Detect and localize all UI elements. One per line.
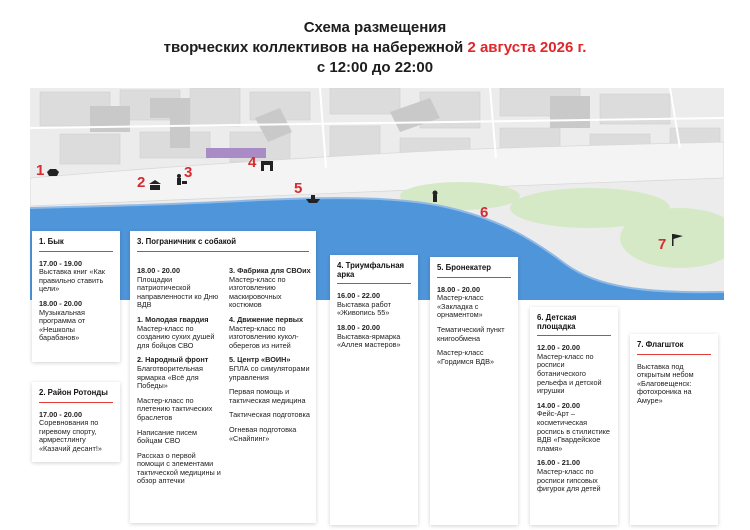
card-title: 5. Бронекатер bbox=[437, 264, 511, 278]
card-bull bbox=[32, 231, 120, 362]
schedule-entry: Тематический пункт книгообмена bbox=[437, 324, 505, 343]
flag-icon bbox=[670, 234, 684, 246]
schedule-entry: 16.00 - 22.00 Выставка работ «Живопись 55» bbox=[337, 291, 391, 318]
playground-icon bbox=[428, 190, 442, 202]
schedule-entry: Первая помощь и тактическая медицина bbox=[229, 387, 306, 405]
marker-4[interactable]: 4 bbox=[248, 154, 257, 171]
schedule-entry: Огневая подготовка «Снайпинг» bbox=[229, 424, 297, 443]
card-rotunda bbox=[32, 382, 120, 462]
bull-icon bbox=[46, 166, 60, 178]
marker-7[interactable]: 7 bbox=[658, 236, 667, 253]
schedule-entry: 12.00 - 20.00 Мастер-класс по росписи ботанического рельефа и детской игрушки bbox=[537, 343, 602, 396]
card-title: 1. Бык bbox=[39, 238, 113, 252]
schedule-entry: 17.00 - 20.00 Соревнования по гиревому спорту, армрестлингу «Казачий десант!» bbox=[39, 409, 102, 453]
card-border-guard bbox=[130, 231, 316, 523]
schedule-entry: Выставка под открытым небом «Благовещенск: фотохроника на Амуре» bbox=[637, 361, 694, 405]
schedule-entry: 18.00 - 20.00 Мастер-класс «Закладка с орнаментом» bbox=[437, 284, 484, 320]
schedule-entry: 16.00 - 21.00 Мастер-класс по росписи гипсовых фигурок для детей bbox=[537, 458, 601, 494]
card-title: 7. Флагшток bbox=[637, 341, 711, 355]
schedule-entry: Тактическая подготовка bbox=[229, 410, 310, 420]
schedule-entry: 5. Центр «ВОИН» БПЛА со симуляторами управления bbox=[229, 355, 310, 382]
border-guard-icon bbox=[174, 174, 188, 186]
card-playground bbox=[530, 307, 618, 525]
arch-icon bbox=[260, 160, 274, 172]
page-subtitle: творческих коллективов на набережной 2 августа 2026 г. bbox=[163, 39, 587, 56]
schedule-entry: 14.00 - 20.00 Фейс-Арт – косметическая роспись в стилистике ВДВ «Гвардейское пламя» bbox=[537, 400, 610, 453]
schedule-entry: 4. Движение первых Мастер-класс по изготовлению кукол-оберегов из нитей bbox=[229, 314, 304, 350]
schedule-entry: 17.00 - 19.00 Выставка книг «Как правильно ставить цели» bbox=[39, 258, 105, 294]
schedule-entry: Мастер-класс «Гордимся ВДВ» bbox=[437, 348, 495, 366]
schedule-entry: Рассказ о первой помощи с элементами тактической медицины и обзор аптечки bbox=[137, 450, 221, 486]
card-title: 3. Пограничник с собакой bbox=[137, 238, 309, 252]
schedule-entry: 18.00 - 20.00 Выставка-ярмарка «Аллея мастеров» bbox=[337, 322, 401, 350]
card-column-right bbox=[229, 267, 311, 449]
event-date: 2 августа 2026 г. bbox=[467, 39, 587, 56]
card-title: 6. Детская площадка bbox=[537, 314, 611, 336]
page-title: Схема размещения bbox=[303, 19, 447, 36]
card-arch bbox=[330, 255, 418, 525]
event-time: с 12:00 до 22:00 bbox=[316, 59, 434, 76]
marker-3[interactable]: 3 bbox=[184, 164, 193, 181]
page-header bbox=[0, 18, 750, 78]
marker-6[interactable]: 6 bbox=[480, 204, 489, 221]
rotunda-icon bbox=[148, 180, 162, 192]
card-title: 4. Триумфальная арка bbox=[337, 262, 411, 284]
boat-icon bbox=[306, 192, 320, 204]
schedule-entry: 18.00 - 20.00 Площадки патриотической направленности ко Дню ВДВ bbox=[137, 266, 219, 310]
marker-2[interactable]: 2 bbox=[137, 174, 146, 191]
schedule-entry: 1. Молодая гвардия Мастер-класс по созданию сухих душей для бойцов СВО bbox=[137, 314, 215, 350]
card-column-left bbox=[137, 267, 223, 492]
card-boat bbox=[430, 257, 518, 525]
schedule-entry: Мастер-класс по плетению тактических браслетов bbox=[137, 395, 213, 422]
card-flagpole bbox=[630, 334, 718, 525]
card-title: 2. Район Ротонды bbox=[39, 389, 113, 403]
schedule-entry: 3. Фабрика для СВОих Мастер-класс по изготовлению маскировочных костюмов bbox=[229, 266, 311, 310]
schedule-entry: 2. Народный фронт Благотворительная ярмарка «Всё для Победы» bbox=[137, 355, 209, 391]
marker-5[interactable]: 5 bbox=[294, 180, 303, 197]
marker-1[interactable]: 1 bbox=[36, 162, 45, 179]
schedule-entry: Написание писем бойцам СВО bbox=[137, 427, 198, 446]
schedule-entry: 18.00 - 20.00 Музыкальная программа от «Нешколы барабанов» bbox=[39, 298, 86, 343]
